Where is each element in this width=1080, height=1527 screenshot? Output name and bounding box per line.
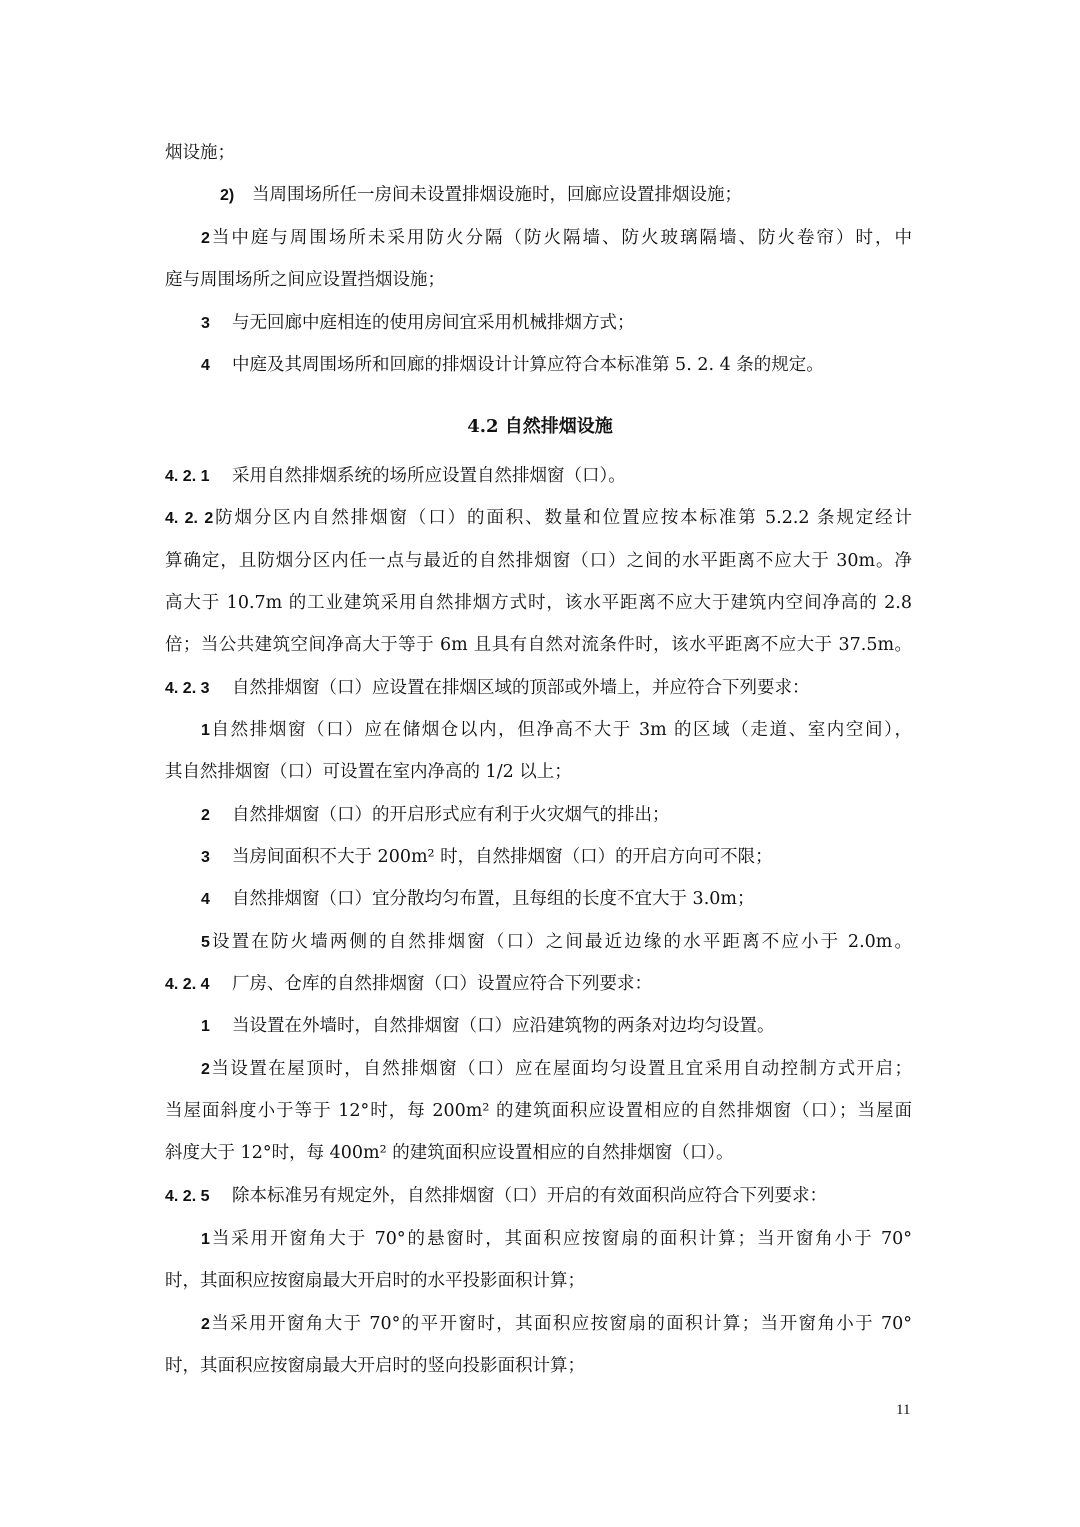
text-line: [165, 760, 912, 784]
item-number: 4: [201, 891, 210, 908]
text-line: [165, 1354, 912, 1378]
line-text: 斜度大于 12°时，每 400m² 的建筑面积应设置相应的自然排烟窗（口）。: [165, 1143, 734, 1163]
text-line: [165, 549, 912, 573]
line-text: 当中庭与周围场所未采用防火分隔（防火隔墙、防火玻璃隔墙、防火卷帘）时，中: [209, 228, 912, 248]
line-text: 自然排烟窗（口）宜分散均匀布置，且每组的长度不宜大于 3.0m；: [232, 889, 755, 909]
line-text: 自然排烟窗（口）的开启形式应有利于火灾烟气的排出；: [232, 805, 670, 825]
text-line: [165, 268, 912, 292]
line-text: 自然排烟窗（口）应设置在排烟区域的顶部或外墙上，并应符合下列要求：: [232, 678, 810, 698]
text-line: [165, 183, 912, 208]
clause-number: 4. 2. 1: [165, 468, 210, 485]
line-text: 时，其面积应按窗扇最大开启时的水平投影面积计算；: [165, 1271, 585, 1291]
item-number: 1: [201, 1231, 210, 1248]
section-heading: 4.2 自然排烟设施: [467, 416, 613, 437]
text-line: [165, 226, 912, 250]
text-line: [165, 1141, 912, 1165]
line-text: 防烟分区内自然排烟窗（口）的面积、数量和位置应按本标准第 5.2.2 条规定经计: [213, 508, 912, 528]
text-line: [165, 1269, 912, 1293]
line-text: 高大于 10.7m 的工业建筑采用自然排烟方式时，该水平距离不应大于建筑内空间净高的 2.8: [165, 593, 912, 613]
item-number: 2): [220, 187, 235, 204]
line-text: 除本标准另有规定外，自然排烟窗（口）开启的有效面积尚应符合下列要求：: [232, 1186, 827, 1206]
text-line: [165, 718, 912, 742]
item-number: 1: [201, 722, 210, 739]
line-text: 与无回廊中庭相连的使用房间宜采用机械排烟方式；: [232, 313, 635, 333]
text-line: [165, 676, 912, 701]
line-text: 当设置在外墙时，自然排烟窗（口）应沿建筑物的两条对边均匀设置。: [232, 1016, 775, 1036]
item-number: 2: [201, 1061, 210, 1078]
page-number: 11: [896, 1402, 911, 1418]
line-text: 其自然排烟窗（口）可设置在室内净高的 1/2 以上；: [165, 762, 572, 782]
text-line: [165, 464, 912, 489]
text-line: [165, 633, 912, 657]
line-text: 当设置在屋顶时，自然排烟窗（口）应在屋面均匀设置且宜采用自动控制方式开启；: [209, 1059, 912, 1079]
line-text: 算确定，且防烟分区内任一点与最近的自然排烟窗（口）之间的水平距离不应大于 30m。净: [165, 551, 912, 571]
item-number: 1: [201, 1018, 210, 1035]
line-text: 当屋面斜度小于等于 12°时，每 200m² 的建筑面积应设置相应的自然排烟窗（口）；当屋面: [165, 1101, 912, 1121]
item-number: 3: [201, 315, 210, 332]
item-number: 2: [201, 1316, 210, 1333]
line-text: 烟设施；: [165, 143, 235, 163]
text-line: [165, 141, 912, 165]
line-text: 设置在防火墙两侧的自然排烟窗（口）之间最近边缘的水平距离不应小于 2.0m。: [209, 932, 912, 952]
clause-number: 4. 2. 3: [165, 680, 210, 697]
text-line: [165, 1227, 912, 1251]
line-text: 厂房、仓库的自然排烟窗（口）设置应符合下列要求：: [232, 974, 652, 994]
text-line: [165, 1184, 912, 1209]
line-text: 采用自然排烟系统的场所应设置自然排烟窗（口）。: [232, 466, 626, 486]
item-number: 2: [201, 807, 210, 824]
clause-number: 4. 2. 5: [165, 1188, 210, 1205]
line-text: 倍；当公共建筑空间净高大于等于 6m 且具有自然对流条件时，该水平距离不应大于 37.5m。: [165, 635, 912, 655]
text-line: [165, 1099, 912, 1123]
item-number: 5: [201, 934, 210, 951]
item-number: 4: [201, 357, 210, 374]
line-text: 当周围场所任一房间未设置排烟设施时，回廊应设置排烟设施；: [252, 185, 742, 205]
text-line: [165, 887, 912, 912]
text-line: [165, 1057, 912, 1081]
line-text: 中庭及其周围场所和回廊的排烟设计计算应符合本标准第 5. 2. 4 条的规定。: [232, 355, 824, 375]
line-text: 当房间面积不大于 200m² 时，自然排烟窗（口）的开启方向可不限；: [232, 847, 773, 867]
text-line: [165, 311, 912, 336]
line-text: 庭与周围场所之间应设置挡烟设施；: [165, 270, 445, 290]
text-line: [165, 1312, 912, 1336]
text-line: [165, 972, 912, 997]
text-line: [165, 930, 912, 954]
line-text: 当采用开窗角大于 70°的悬窗时，其面积应按窗扇的面积计算；当开窗角小于 70°: [209, 1229, 912, 1249]
text-line: [165, 506, 912, 530]
text-line: [165, 353, 912, 378]
text-line: [165, 1014, 912, 1039]
clause-number: 4. 2. 2: [165, 510, 214, 527]
text-line: [165, 845, 912, 870]
text-line: [165, 803, 912, 828]
line-text: 时，其面积应按窗扇最大开启时的竖向投影面积计算；: [165, 1356, 585, 1376]
item-number: 2: [201, 230, 210, 247]
clause-number: 4. 2. 4: [165, 976, 210, 993]
text-line: [165, 591, 912, 615]
line-text: 当采用开窗角大于 70°的平开窗时，其面积应按窗扇的面积计算；当开窗角小于 70°: [209, 1314, 912, 1334]
item-number: 3: [201, 849, 210, 866]
line-text: 自然排烟窗（口）应在储烟仓以内，但净高不大于 3m 的区域（走道、室内空间），: [209, 720, 912, 740]
